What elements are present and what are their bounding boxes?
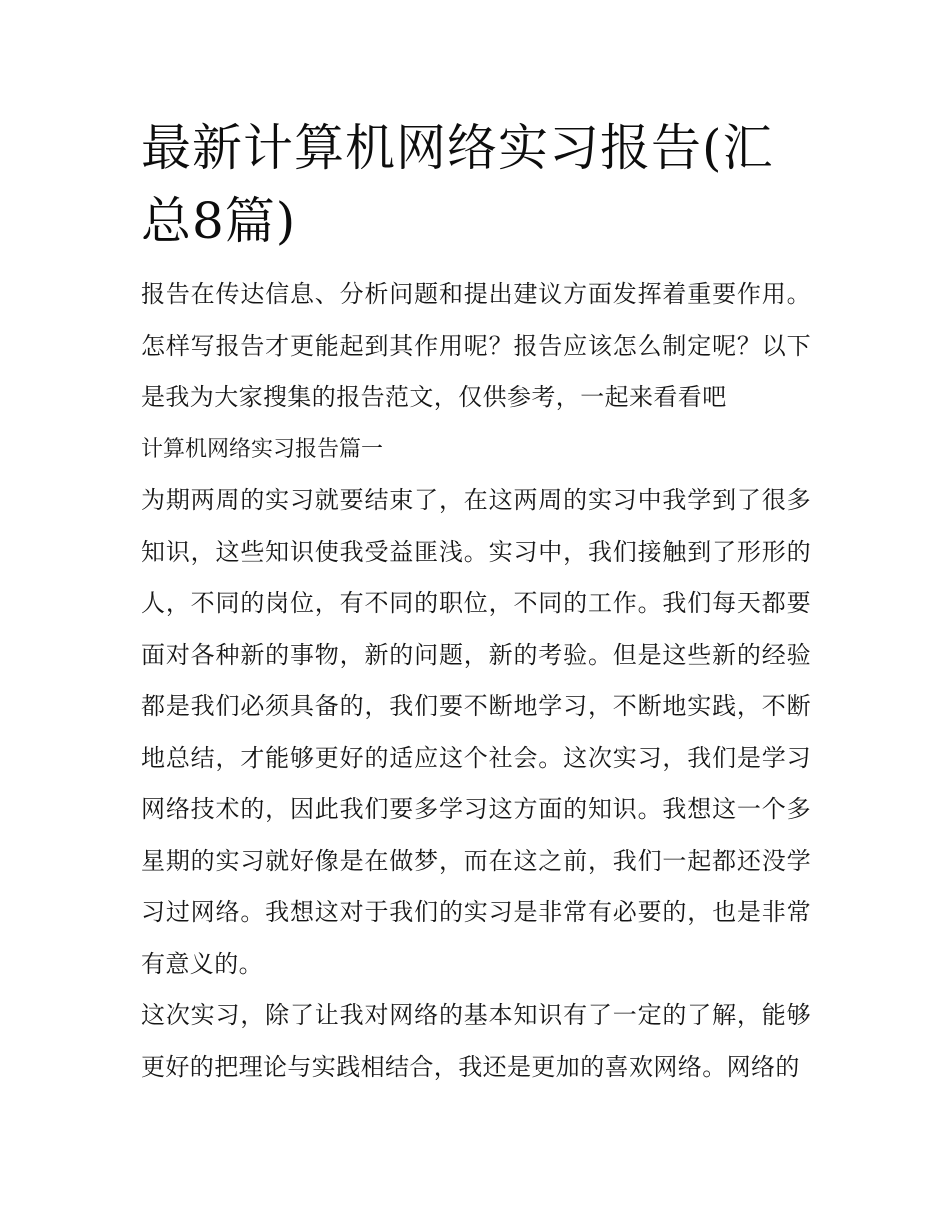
section-heading: 计算机网络实习报告篇一	[141, 436, 384, 462]
intro-paragraph: 报告在传达信息、分析问题和提出建议方面发挥着重要作用。怎样写报告才更能起到其作用呢？报告应该怎么制定呢？以下是我为大家搜集的报告范文，仅供参考，一起来看看吧	[141, 280, 811, 411]
body-paragraph-2: 这次实习，除了让我对网络的基本知识有了一定的了解，能够更好的把理论与实践相结合，我还是更加的喜欢网络。网络的	[141, 1001, 811, 1081]
document-page	[141, 112, 811, 1093]
title-block	[141, 112, 811, 258]
document-title: 最新计算机网络实习报告(汇总8篇)	[141, 119, 774, 250]
body-paragraph-1: 为期两周的实习就要结束了，在这两周的实习中我学到了很多知识，这些知识使我受益匪浅。实习中，我们接触到了形形的人，不同的岗位，有不同的职位，不同的工作。我们每天都要面对各种新的事物，新的问题，新的考验。但是这些新的经验都是我们必须具备的，我们要不断地学习，不断地实践，不断地总结，才能够更好的适应这个社会。这次实习，我们是学习网络技术的，因此我们要多学习这方面的知识。我想这一个多星期的实习就好像是在做梦，而在这之前，我们一起都还没学习过网络。我想这对于我们的实习是非常有必要的，也是非常有意义的。	[141, 486, 811, 978]
